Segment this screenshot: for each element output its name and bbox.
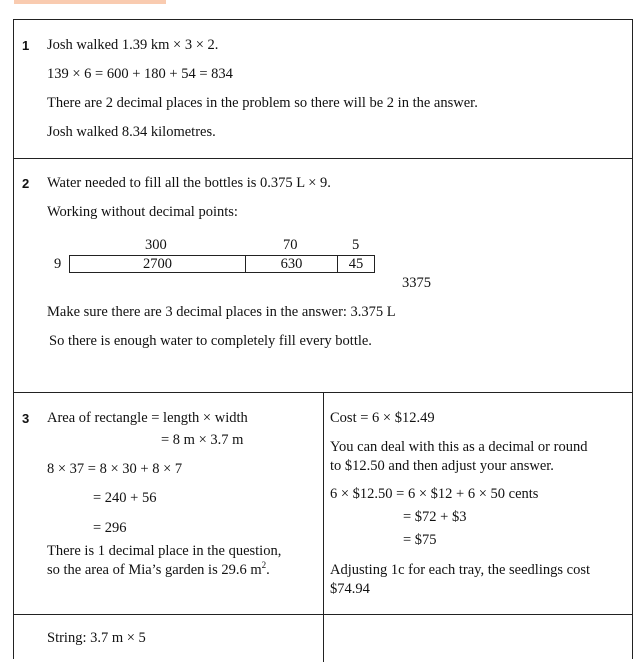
question-number: 2 [22,176,30,191]
column-divider [323,392,324,662]
question-text: String: 3.7 m × 5 [47,630,146,646]
answer-sheet [13,19,633,659]
area-model-cell: 630 [246,255,338,273]
explanation-line: There are 2 decimal places in the problem so there will be 2 in the answer. [47,95,478,111]
divider [14,19,632,20]
answer-line: Adjusting 1c for each tray, the seedlings cost [330,562,590,578]
working-line: = $72 + $3 [403,509,467,525]
cost-line: Cost = 6 × $12.49 [330,410,435,426]
header-tab-strip [14,0,166,4]
working-line: 139 × 6 = 600 + 180 + 54 = 834 [47,66,233,82]
area-model-part: 70 [283,237,298,253]
working-label: Working without decimal points: [47,204,238,220]
question-number: 3 [22,411,30,426]
area-model-cell: 2700 [69,255,246,273]
question-text: Water needed to fill all the bottles is 0.375 L × 9. [47,175,331,191]
working-line: 8 × 37 = 8 × 30 + 8 × 7 [47,461,183,477]
question-text: Josh walked 1.39 km × 3 × 2. [47,37,219,53]
answer-line: Josh walked 8.34 kilometres. [47,124,216,140]
working-line: = 240 + 56 [93,490,157,506]
area-model-total: 3375 [402,275,431,291]
area-model-part: 300 [145,237,167,253]
area-substitution: = 8 m × 3.7 m [161,432,244,448]
question-number: 1 [22,38,30,53]
note-line: There is 1 decimal place in the question, [47,543,282,559]
working-line: = 296 [93,520,127,536]
area-model-multiplier: 9 [54,256,62,272]
answer-line: $74.94 [330,581,370,597]
tip-line: to $12.50 and then adjust your answer. [330,458,554,474]
divider [14,158,632,159]
area-model-cell: 45 [338,255,375,273]
working-line: = $75 [403,532,437,548]
area-model-part: 5 [352,237,360,253]
tip-line: You can deal with this as a decimal or round [330,439,588,455]
area-formula: Area of rectangle = length × width [47,410,248,426]
check-line: Make sure there are 3 decimal places in the answer: 3.375 L [47,304,396,320]
conclusion-line: So there is enough water to completely fill every bottle. [49,333,372,349]
working-line: 6 × $12.50 = 6 × $12 + 6 × 50 cents [330,486,539,502]
answer-line: so the area of Mia’s garden is 29.6 $m^2$. [47,560,270,578]
